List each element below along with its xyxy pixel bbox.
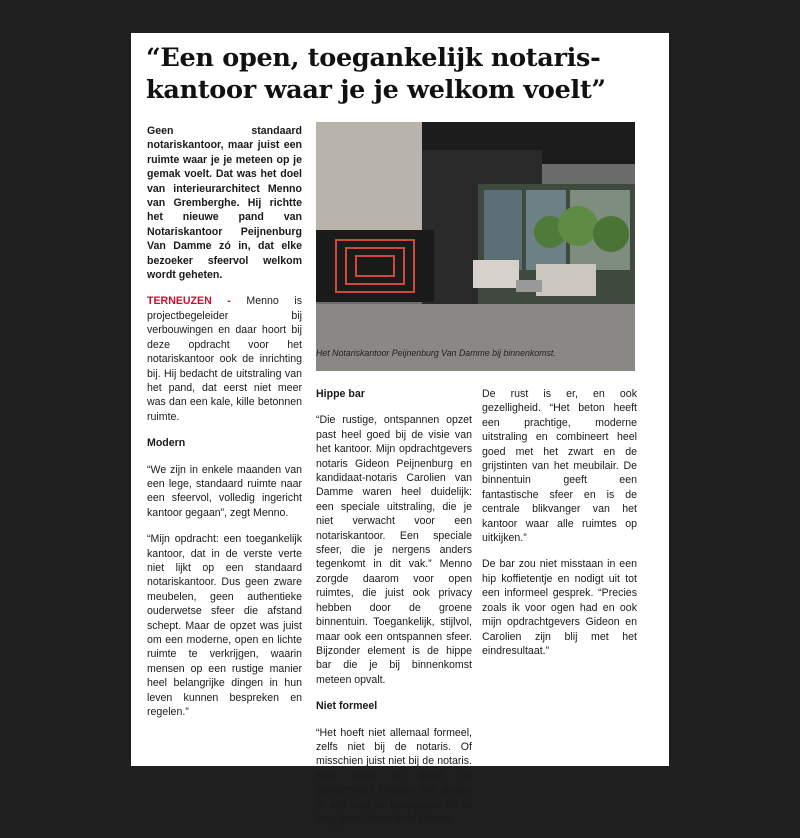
office-interior-photo xyxy=(316,122,635,371)
body-paragraph-4: “Die rustige, ontspannen opzet past heel goed bij de visie van het kantoor. Mijn opdrachtgevers notaris Gideon Peijnenburg en kandidaat-notaris Carolien van Damme waren heel duidelijk: een speciale uitstraling, die je niet verwacht voor een notariskantoor. Een speciale sfeer, die je nergens anders tegenkomt in dit vak.” Menno zorgde daarom voor open ruimtes, die juist ook privacy hebben door de groene binnentuin. Toegankelijk, stijlvol, maar ook een ontspannen sfeer. Bijzonder element is de hippe bar die je bij binnenkomst meteen opvalt. xyxy=(316,414,472,686)
headline: “Een open, toegankelijk notaris-kantoor waar je je welkom voelt” xyxy=(146,43,606,105)
body-text-1: Menno is projectbegeleider bij verbouwingen en daar hoort bij deze opdracht voor het notariskantoor ook de inrichting bij. Hij bedacht de uitstraling van het pand, dat eerst niet meer was dan een kale, kille betonnen ruimte. xyxy=(147,295,302,423)
subheading-formeel: Niet formeel xyxy=(316,700,378,713)
subheading-modern: Modern xyxy=(147,437,186,450)
body-paragraph-3: “Mijn opdracht: een toegankelijk kantoor, dat in de verste verte niet lijkt op een standaard notariskantoor. Dus geen zware meubelen, geen authentieke ouderwetse sfeer die afstand schept. Maar de opzet was juist om een moderne, open en lichte ruimte te verkrijgen, waarin mensen op een rustige manier heel belangrijke dingen in hun leven kunnen bespreken en regelen.” xyxy=(147,533,302,719)
intro-paragraph: Geen standaard notariskantoor, maar juist een ruimte waar je je meteen op je gemak voelt. Dat was het doel van interieurarchitect Menno van Gremberghe. Hij richtte het nieuwe pand van Notariskantoor Peijnenburg Van Damme zó in, dat elke bezoeker sfeervol welkom wordt geheten. xyxy=(147,125,302,282)
dateline: TERNEUZEN - xyxy=(147,295,231,308)
column-3 xyxy=(482,387,637,670)
photo-caption: Het Notariskantoor Peijnenburg Van Damme bij binnenkomst. xyxy=(316,348,556,358)
column-1 xyxy=(147,124,302,731)
body-paragraph-2: “We zijn in enkele maanden van een lege, standaard ruimte naar een sfeervol, volledig ingericht kantoor gegaan”, zegt Menno. xyxy=(147,463,302,519)
body-paragraph-1 xyxy=(147,294,302,424)
body-paragraph-5: “Het hoeft niet allemaal formeel, zelfs niet bij de notaris. Of misschien juist niet bij de notaris. Hier moet je goed de gelegenheid hebben om dingen in alle rust te bespreken en te begrijpen”, benadrukt Menno. xyxy=(316,726,472,825)
article-photo xyxy=(316,122,635,371)
subheading-bar: Hippe bar xyxy=(316,388,365,400)
column-2 xyxy=(316,387,472,838)
body-paragraph-7: De bar zou niet misstaan in een hip koffietentje en nodigt uit tot een informeel gesprek. “Precies zoals ik voor ogen had en ook mijn opdrachtgevers Gideon en Carolien zijn blij met het eindresultaat.” xyxy=(482,558,637,657)
newspaper-page xyxy=(131,33,669,825)
body-paragraph-6: De rust is er, en ook gezelligheid. “Het beton heeft een prachtige, moderne uitstraling en combineert heel goed met het zwart en de grijstinten van het meubilair. De binnentuin geeft een fantastische sfeer en is de centrale blikvanger van het kantoor waar alle ruimtes op uitkijken.” xyxy=(482,388,637,545)
